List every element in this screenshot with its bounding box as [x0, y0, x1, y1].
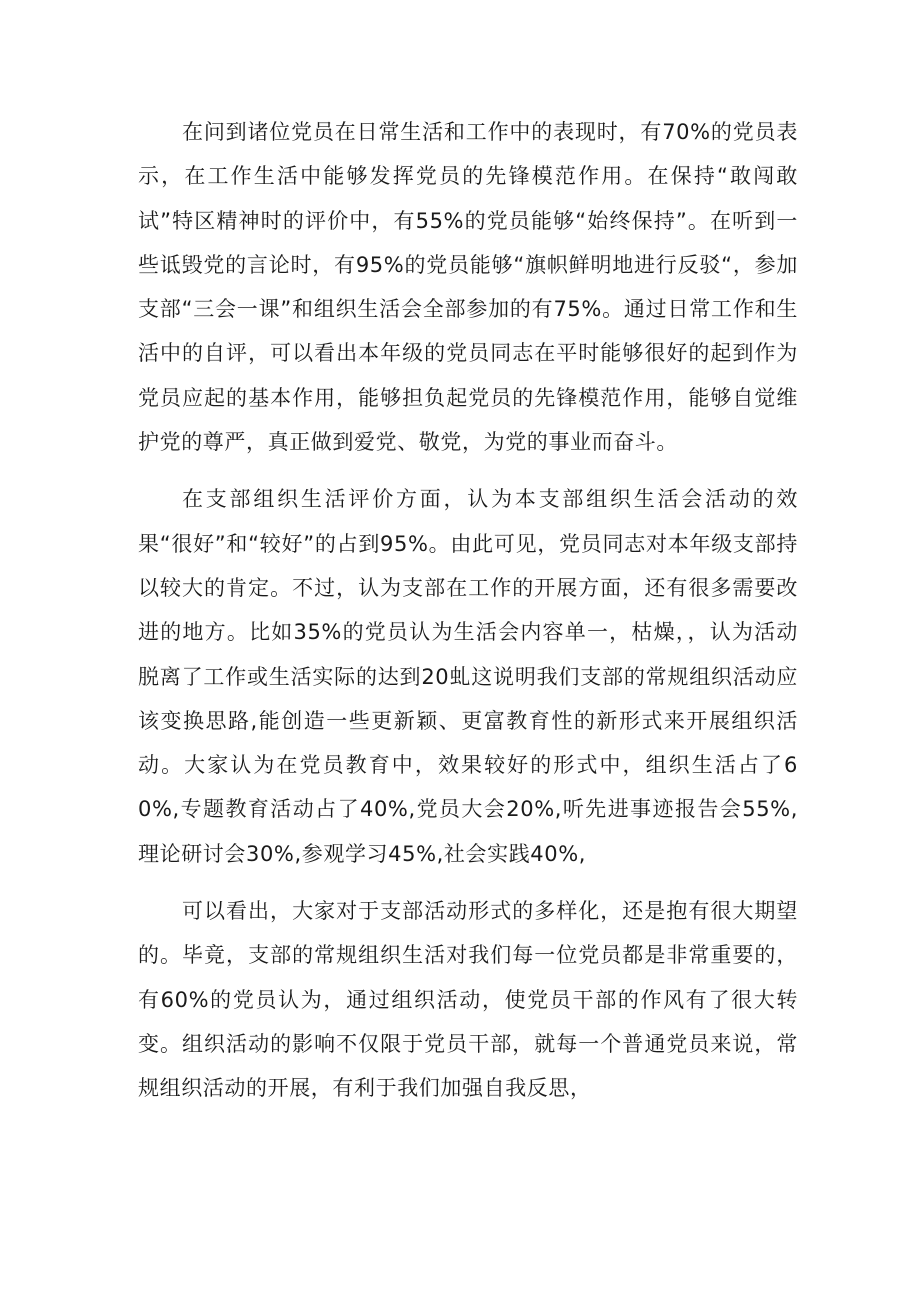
- document-body: [138, 110, 798, 1111]
- paragraph-1: 在问到诸位党员在日常生活和工作中的表现时，有70%的党员表示，在工作生活中能够发挥党员的先锋模范作用。在保持“敢闯敢试”特区精神时的评价中，有55%的党员能够“始终保持”。在听到一些诋毁党的言论时，有95%的党员能够“旗帜鲜明地进行反驳“，参加支部“三会一课”和组织生活会全部参加的有75%。通过日常工作和生活中的自评，可以看出本年级的党员同志在平时能够很好的起到作为党员应起的基本作用，能够担负起党员的先锋模范作用，能够自觉维护党的尊严，真正做到爱党、敬党，为党的事业而奋斗。: [138, 120, 798, 455]
- paragraph-2: 在支部组织生活评价方面，认为本支部组织生活会活动的效果“很好”和“较好”的占到95%。由此可见，党员同志对本年级支部持以较大的肯定。不过，认为支部在工作的开展方面，还有很多需要改进的地方。比如35%的党员认为生活会内容单一，枯燥，，认为活动脱离了工作或生活实际的达到20虬这说明我们支部的常规组织活动应该变换思路,能创造一些更新颖、更富教育性的新形式来开展组织活动。大家认为在党员教育中，效果较好的形式中，组织生活占了60%,专题教育活动占了40%,党员大会20%,听先进事迹报告会55%,理论研讨会30%,参观学习45%,社会实践40%,: [138, 487, 798, 866]
- paragraph-3: 可以看出，大家对于支部活动形式的多样化，还是抱有很大期望的。毕竟，支部的常规组织生活对我们每一位党员都是非常重要的，有60%的党员认为，通过组织活动，使党员干部的作风有了很大转变。组织活动的影响不仅限于党员干部，就每一个普通党员来说，常规组织活动的开展，有利于我们加强自我反思，: [138, 899, 798, 1101]
